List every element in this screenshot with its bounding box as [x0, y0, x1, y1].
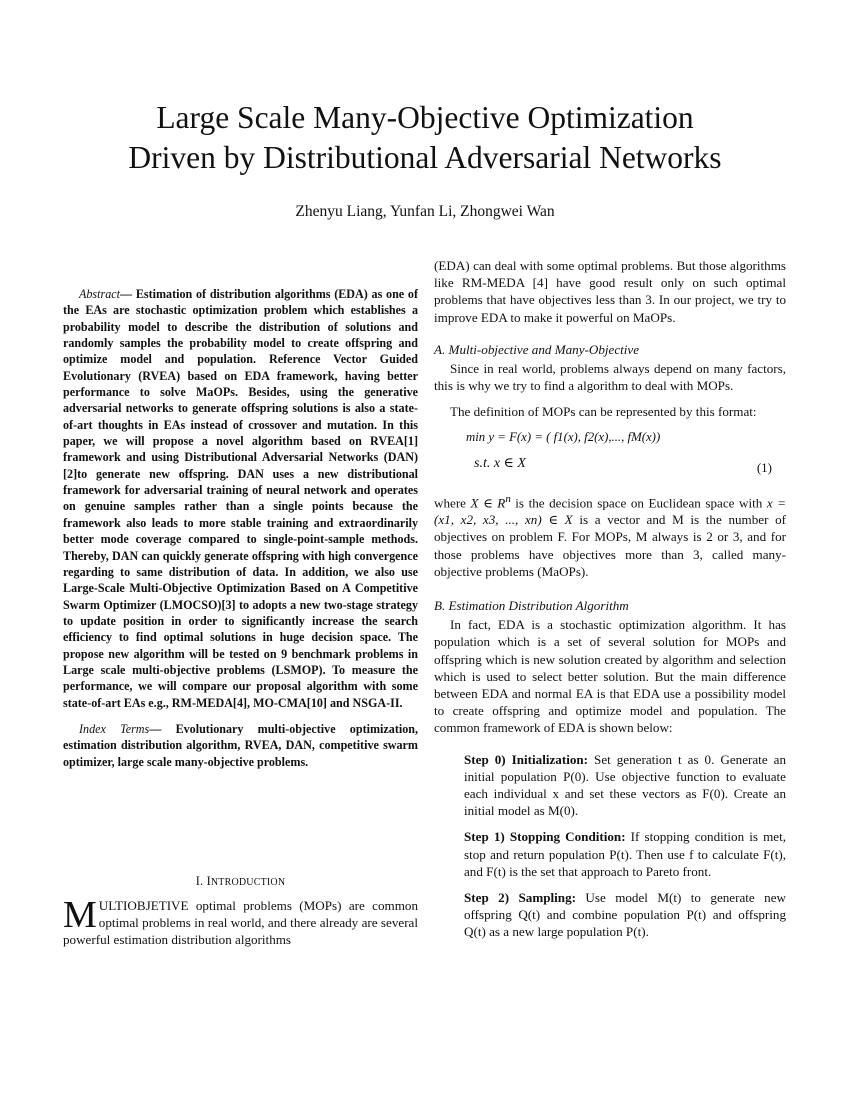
introduction-paragraph	[63, 894, 418, 949]
abstract-text: — Estimation of distribution algorithms (EDA) as one of the EAs are stochastic optimization problem which establishes a probability model to describe the distribution of solutions and randomly samples the probability model to create offspring and optimize model and population. Reference Vector Guided Evolutionary (RVEA) based on EDA framework, having better performance to solve MaOPs. Besides, using the generative adversarial networks to generate offspring solutions is also a state-of-art thoughts in EAs instead of crossover and mutation. In this paper, we will propose a novel algorithm based on RVEA[1] framework and using Distributional Adversarial Networks (DAN) [2]to generate new offspring. DAN uses a new distributional framework for adversarial training of neural network and operates on genuine samples rather than a single points because the framework also leads to more stable training and extraordinarily better mode coverage compared to single-point-sample methods. Thereby, DAN can quickly generate offspring with high convergence regarding to same distribution of data. In addition, we also use Large-Scale Multi-Objective Optimization Based on A Competitive Swarm Optimizer (LMOCSO)[3] to adopts a new two-stage strategy to update position in order to significantly increase the search efficiency to find optimal solutions in huge decision space. The propose new algorithm will be tested on 9 benchmark problems in Large scale multi-objective problems (LSMOP). To measure the performance, we will compare our proposal algorithm with some state-of-art EAs e.g., RM-MEDA[4], MO-CMA[10] and NSGA-II.	[63, 287, 418, 710]
introduction-text: ULTIOBJETIVE optimal problems (MOPs) are common optimal problems in real world, and there already are several powerful estimation distribution algorithms	[63, 898, 418, 948]
step-0	[464, 751, 786, 820]
decision-space-exponent: n	[505, 492, 511, 505]
continuation-paragraph: (EDA) can deal with some optimal problems. But those algorithms like RM-MEDA [4] have good result only on such optimal problems that have objectives less than 3. In our project, we try to improve EDA to make it powerful on MaOPs.	[434, 258, 786, 325]
equation-line-2: s.t. x ∈ X	[474, 455, 526, 471]
abstract-lead: Abstract	[79, 287, 120, 301]
subsection-a-paragraph-1: Since in real world, problems always depend on many factors, this is why we try to find a algorithm to deal with MOPs.	[434, 361, 786, 394]
step-1-label: Step 1) Stopping Condition:	[464, 829, 626, 845]
equation-explanation	[434, 491, 786, 580]
title-line-2: Driven by Distributional Adversarial Networks	[128, 140, 722, 175]
section-initial: I	[206, 874, 211, 888]
subsection-heading-b: B. Estimation Distribution Algorithm	[434, 598, 629, 613]
equation-number: (1)	[756, 459, 772, 475]
author-list: Zhenyu Liang, Yunfan Li, Zhongwei Wan	[295, 203, 555, 220]
index-terms-lead: Index Terms	[79, 721, 150, 736]
step-0-label: Step 0) Initialization:	[464, 751, 589, 767]
step-2	[464, 889, 786, 941]
equation-1	[434, 429, 786, 485]
title-line-1: Large Scale Many-Objective Optimization	[156, 100, 694, 135]
step-2-label: Step 2) Sampling:	[464, 890, 576, 906]
subsection-b-paragraph: In fact, EDA is a stochastic optimization algorithm. It has population which is a set of several solution for MOPs and offspring which is new solution created by algorithm and selection which is used to select better solution. But the main difference between EDA and normal EA is that EDA use a possibility model to create offspring and optimize model and population. The common framework of EDA is shown below:	[434, 617, 786, 736]
left-column	[63, 286, 418, 770]
where-text: where	[434, 494, 466, 510]
index-terms-text: — Evolutionary multi-objective optimization, estimation distribution algorithm, RVEA, DAN, competitive swarm optimizer, large scale many-objective problems.	[63, 721, 419, 769]
step-1-text: If stopping condition is met, stop and return population P(t). Then use f to calculate F(t), and F(t) is the set that approach to Pareto front.	[464, 829, 786, 879]
decision-space-math: X ∈ R	[470, 494, 506, 510]
step-2-text: Use model M(t) to generate new offspring Q(t) and combine population P(t) and offspring Q(t) as a new large population P(t).	[464, 890, 786, 940]
drop-cap: M	[63, 894, 97, 936]
section-number: I.	[195, 874, 207, 888]
vector-description: is a vector and M is the number of objectives on problem F. For MOPs, M always is 2 or 3, and for those problems have objectives more than 3, called many-objective problems (MaOPs).	[434, 512, 787, 579]
where-description: is the decision space on Euclidean space with	[510, 494, 763, 510]
section-title-rest: NTRODUCTION	[210, 877, 286, 888]
subsection-a-paragraph-2: The definition of MOPs can be represented by this format:	[450, 404, 757, 420]
right-column	[434, 257, 786, 941]
paper-title	[40, 98, 810, 178]
subsection-heading-a: A. Multi-objective and Many-Objective	[434, 341, 640, 357]
abstract	[63, 286, 418, 711]
section-heading-introduction	[63, 874, 418, 889]
vector-math: x = (x1, x2, x3, ..., xn) ∈ X	[434, 494, 787, 528]
equation-line-1: min y = F(x) = ( f1(x), f2(x),..., fM(x))	[466, 429, 661, 444]
index-terms	[63, 721, 418, 770]
step-0-text: Set generation t as 0. Generate an initial population P(0). Use objective function to evaluate each individual x and set these vectors as F(0). Create an initial model as M(0).	[464, 751, 786, 819]
step-1	[464, 828, 786, 880]
